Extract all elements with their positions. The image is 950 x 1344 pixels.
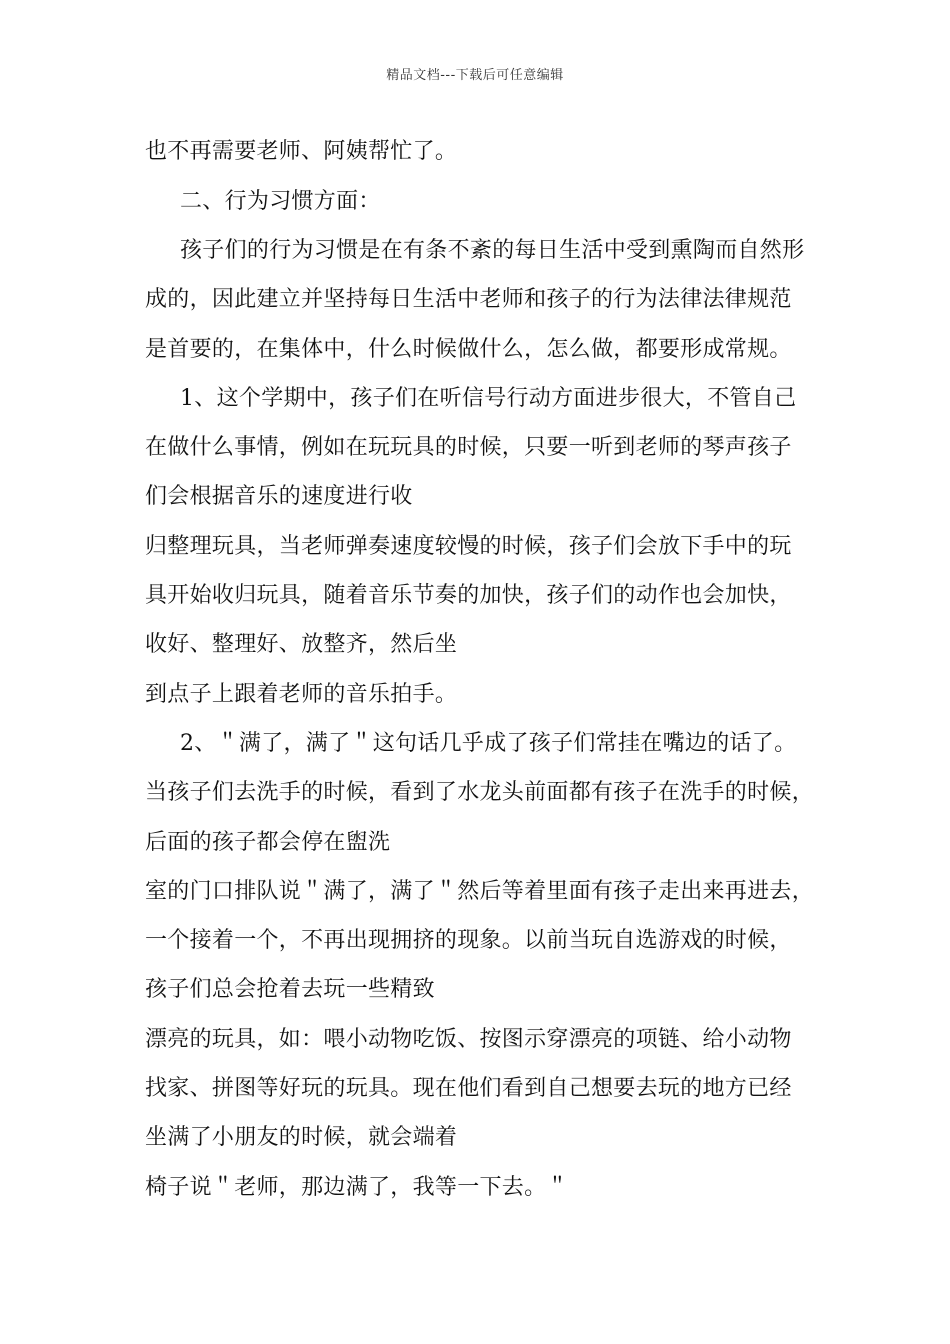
body-line: 一个接着一个，不再出现拥挤的现象。以前当玩自选游戏的时候， bbox=[145, 928, 792, 953]
body-line: 归整理玩具，当老师弹奏速度较慢的时候，孩子们会放下手中的玩 bbox=[145, 534, 792, 559]
body-line: 到点子上跟着老师的音乐拍手。 bbox=[145, 682, 458, 707]
body-line: 们会根据音乐的速度进行收 bbox=[145, 484, 413, 509]
body-line: 找家、拼图等好玩的玩具。现在他们看到自己想要去玩的地方已经 bbox=[145, 1076, 792, 1101]
body-line: 室的门口排队说＂满了，满了＂然后等着里面有孩子走出来再进去， bbox=[145, 879, 815, 904]
body-line: 是首要的，在集体中，什么时候做什么，怎么做，都要形成常规。 bbox=[145, 337, 792, 362]
body-line: 成的，因此建立并坚持每日生活中老师和孩子的行为法律法律规范 bbox=[145, 287, 792, 312]
body-line: 收好、整理好、放整齐，然后坐 bbox=[145, 632, 458, 657]
body-line: 也不再需要老师、阿姨帮忙了。 bbox=[145, 139, 458, 164]
section-heading: 二、行为习惯方面： bbox=[180, 189, 381, 214]
body-line: 漂亮的玩具，如：喂小动物吃饭、按图示穿漂亮的项链、给小动物 bbox=[145, 1027, 792, 1052]
body-line: 当孩子们去洗手的时候，看到了水龙头前面都有孩子在洗手的时候， bbox=[145, 780, 815, 805]
body-line: 坐满了小朋友的时候，就会端着 bbox=[145, 1125, 458, 1150]
body-line: 后面的孩子都会停在盥洗 bbox=[145, 830, 391, 855]
body-line: 1、这个学期中，孩子们在听信号行动方面进步很大，不管自己 bbox=[180, 386, 797, 411]
page-header: 精品文档---下载后可任意编辑 bbox=[386, 68, 564, 83]
body-line: 孩子们总会抢着去玩一些精致 bbox=[145, 977, 435, 1002]
body-line: 椅子说＂老师，那边满了，我等一下去。＂ bbox=[145, 1175, 569, 1200]
body-line: 在做什么事情，例如在玩玩具的时候，只要一听到老师的琴声孩子 bbox=[145, 435, 792, 460]
body-line: 2、＂满了，满了＂这句话几乎成了孩子们常挂在嘴边的话了。 bbox=[180, 731, 797, 756]
body-line: 孩子们的行为习惯是在有条不紊的每日生活中受到熏陶而自然形 bbox=[180, 238, 805, 263]
body-line: 具开始收归玩具，随着音乐节奏的加快，孩子们的动作也会加快， bbox=[145, 583, 792, 608]
